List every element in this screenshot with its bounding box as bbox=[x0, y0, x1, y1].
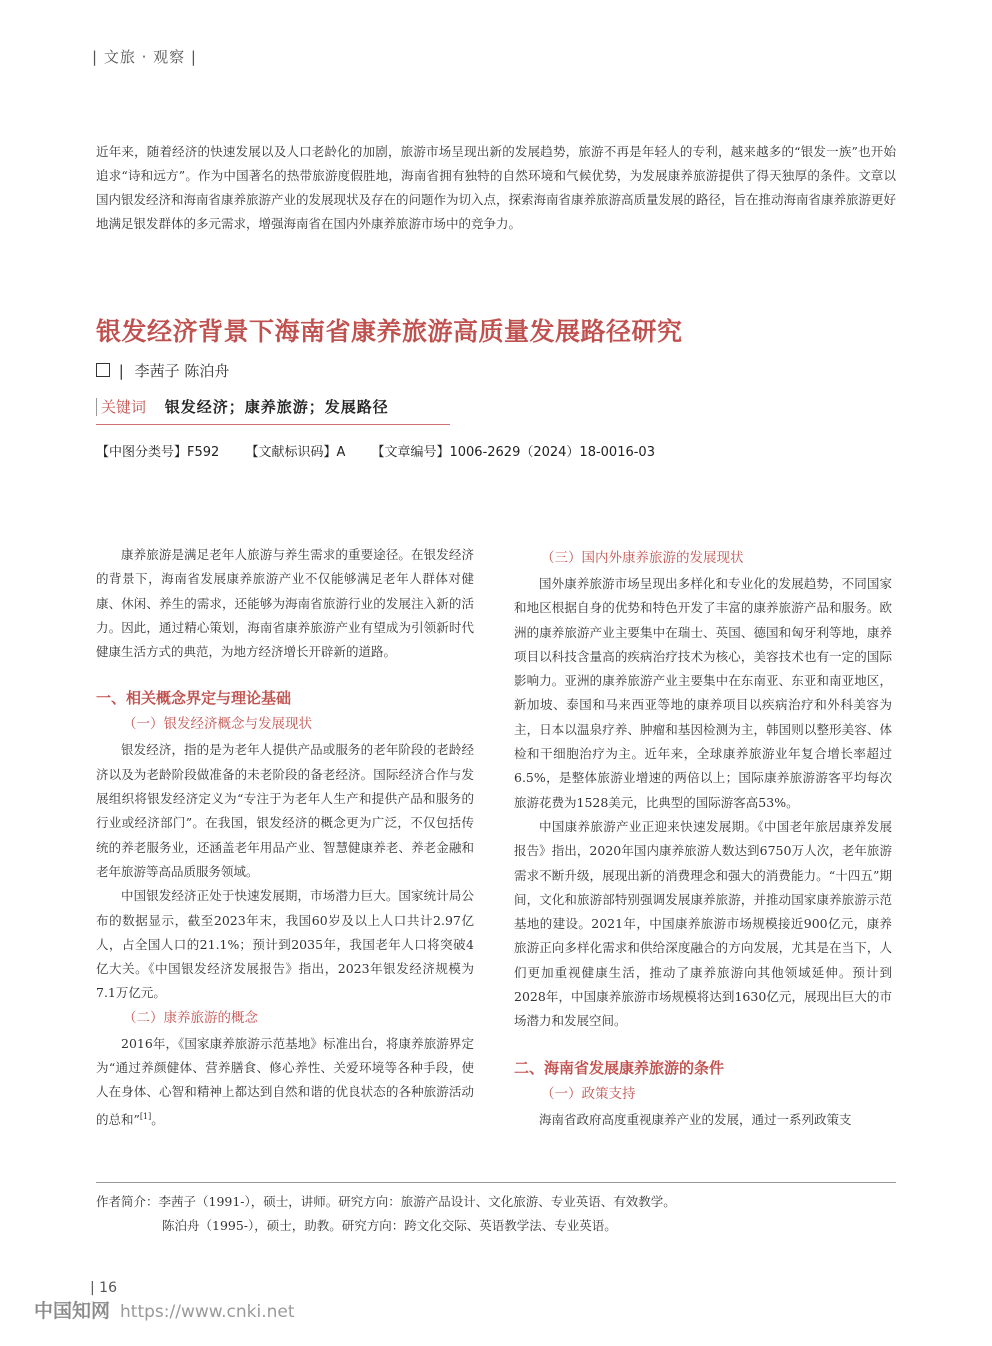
left-column bbox=[96, 543, 474, 1132]
authors bbox=[96, 360, 229, 381]
document-code: 【文献标识码】A bbox=[245, 445, 346, 460]
paragraph: 海南省政府高度重视康养产业的发展，通过一系列政策支 bbox=[539, 1111, 852, 1127]
subsection-heading-1-2: （二）康养旅游的概念 bbox=[123, 1009, 258, 1026]
article-number: 【文章编号】1006-2629（2024）18-0016-03 bbox=[371, 445, 655, 460]
subsection-heading-1-1: （一）银发经济概念与发展现状 bbox=[123, 716, 312, 733]
author-box-icon bbox=[96, 363, 110, 377]
author-names: 李茜子 陈泊舟 bbox=[134, 362, 230, 380]
paragraph: 中国康养旅游产业正迎来快速发展期。《中国老年旅居康养发展报告》指出，2020年国内康养旅游人数达到6750万人次，老年旅游需求不断升级，展现出新的消费理念和强大的消费能力。“十四五”期间，文化和旅游部特别强调发展康养旅游，并推动国家康养旅游示范基地的建设。2021年，中国康养旅游市场规模接近900亿元，康养旅游正向多样化需求和供给深度融合的方向发展，尤其是在当下，人们更加重视健康生活，推动了康养旅游向其他领域延伸。预计到2028年，中国康养旅游市场规模将达到1630亿元，展现出巨大的市场潜力和发展空间。 bbox=[514, 818, 892, 1029]
paragraph-end: 。 bbox=[151, 1111, 164, 1127]
paragraph: 国外康养旅游市场呈现出多样化和专业化的发展趋势，不同国家和地区根据自身的优势和特色开发了丰富的康养旅游产品和服务。欧洲的康养旅游产业主要集中在瑞士、英国、德国和匈牙利等地，康养项目以科技含量高的疾病治疗技术为核心，美容技术也有一定的国际影响力。亚洲的康养旅游产业主要集中在东南亚、东亚和南亚地区，新加坡、泰国和马来西亚等地的康养项目以疾病治疗和外科美容为主，日本以温泉疗养、肿瘤和基因检测为主，韩国则以整形美容、体检和干细胞治疗为主。近年来，全球康养旅游业年复合增长率超过6.5%，是整体旅游业增速的两倍以上；国际康养旅游游客平均每次旅游花费为1528美元，比典型的国际游客高53%。 bbox=[514, 576, 892, 810]
intro-paragraph: 康养旅游是满足老年人旅游与养生需求的重要途径。在银发经济的背景下，海南省发展康养旅游产业不仅能够满足老年人群体对健康、休闲、养生的需求，还能够为海南省旅游行业的发展注入新的活力。因此，通过精心策划，海南省康养旅游产业有望成为引领新时代健康生活方式的典范，为地方经济增长开辟新的道路。 bbox=[96, 547, 474, 660]
footnote-line-2: 陈泊舟（1995-），硕士，助教。研究方向：跨文化交际、英语教学法、专业英语。 bbox=[162, 1218, 617, 1233]
page-number: | 16 bbox=[90, 1280, 117, 1296]
article-title: 银发经济背景下海南省康养旅游高质量发展路径研究 bbox=[96, 317, 683, 346]
cnki-watermark bbox=[34, 1296, 295, 1323]
paragraph bbox=[96, 1032, 474, 1132]
cnki-logo-text: 中国知网 bbox=[34, 1300, 111, 1322]
authors-separator: | bbox=[118, 362, 124, 380]
cnki-url[interactable]: https://www.cnki.net bbox=[120, 1302, 295, 1322]
keywords-row bbox=[96, 396, 450, 425]
right-column bbox=[514, 546, 892, 1132]
keywords-label: 关键词 bbox=[96, 398, 146, 416]
subsection-heading-1-3: （三）国内外康养旅游的发展现状 bbox=[541, 550, 744, 566]
footnote-line-1: 作者简介：李茜子（1991-），硕士，讲师。研究方向：旅游产品设计、文化旅游、专业英语、有效教学。 bbox=[96, 1194, 676, 1209]
keywords-text: 银发经济；康养旅游；发展路径 bbox=[164, 398, 389, 416]
clc-number: 【中图分类号】F592 bbox=[96, 445, 220, 460]
section-heading-2: 二、海南省发展康养旅游的条件 bbox=[514, 1058, 725, 1077]
paragraph-text: 2016年，《国家康养旅游示范基地》标准出台，将康养旅游界定为“通过养颜健体、营养膳食、修心养性、关爱环境等各种手段，使人在身体、心智和精神上都达到自然和谐的优良状态的各种旅游活动的总和” bbox=[96, 1035, 474, 1127]
article-meta bbox=[96, 441, 677, 460]
paragraph: 银发经济，指的是为老年人提供产品或服务的老年阶段的老龄经济以及为老龄阶段做准备的未老阶段的备老经济。国际经济合作与发展组织将银发经济定义为“专注于为老年人生产和提供产品和服务的行业或经济部门”。在我国，银发经济的概念更为广泛，不仅包括传统的养老服务业，还涵盖老年用品产业、智慧健康养老、养老金融和老年旅游等高品质服务领域。 bbox=[96, 742, 474, 879]
reference-marker: [1] bbox=[139, 1111, 152, 1121]
author-bio-footnote bbox=[96, 1190, 896, 1238]
paragraph: 中国银发经济正处于快速发展期，市场潜力巨大。国家统计局公布的数据显示，截至2023年末，我国60岁及以上人口共计2.97亿人，占全国人口的21.1%；预计到2035年，我国老年人口将突破4亿大关。《中国银发经济发展报告》指出，2023年银发经济规模为7.1万亿元。 bbox=[96, 888, 474, 1001]
journal-section-header: | 文旅 · 观察 | bbox=[92, 48, 197, 66]
section-heading-1: 一、相关概念界定与理论基础 bbox=[96, 689, 292, 708]
subsection-heading-2-1: （一）政策支持 bbox=[541, 1085, 636, 1102]
abstract: 近年来，随着经济的快速发展以及人口老龄化的加剧，旅游市场呈现出新的发展趋势，旅游不再是年轻人的专利，越来越多的“银发一族”也开始追求“诗和远方”。作为中国著名的热带旅游度假胜地，海南省拥有独特的自然环境和气候优势，为发展康养旅游提供了得天独厚的条件。文章以国内银发经济和海南省康养旅游产业的发展现状及存在的问题作为切入点，探索海南省康养旅游高质量发展的路径，旨在推动海南省康养旅游更好地满足银发群体的多元需求，增强海南省在国内外康养旅游市场中的竞争力。 bbox=[96, 144, 897, 231]
footnote-divider bbox=[96, 1182, 896, 1183]
